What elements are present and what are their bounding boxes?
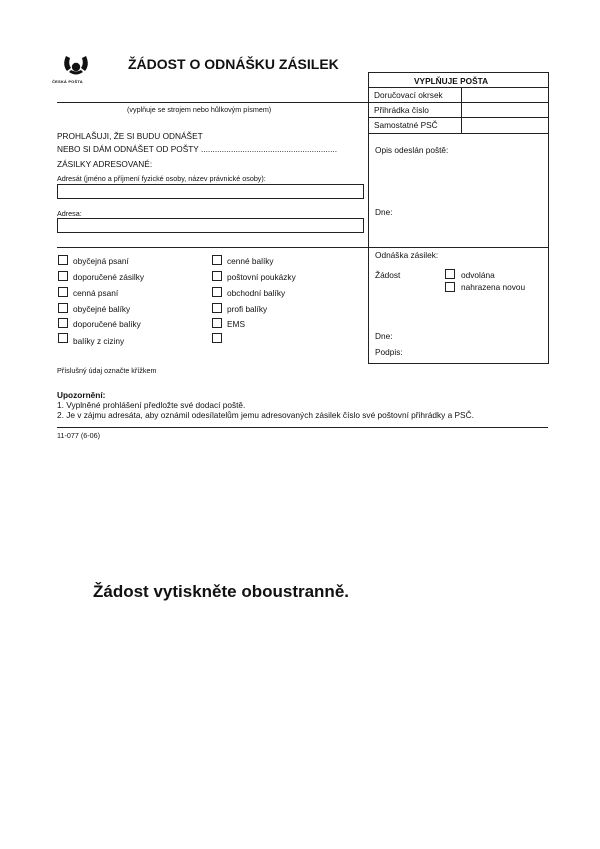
- post-box-row-label: Doručovací okrsek: [374, 90, 443, 100]
- post-box-heading: VYPLŇUJE POŠTA: [414, 76, 489, 86]
- item-label: obyčejné balíky: [73, 304, 131, 314]
- request-label: Žádost: [375, 270, 401, 280]
- warning-item: 2. Je v zájmu adresáta, aby oznámil odesílatelům jemu adresovaných zásilek číslo své poštovní přihrádky a PSČ.: [57, 410, 474, 420]
- addressee-label: Adresát (jméno a příjmení fyzické osoby, název právnické osoby):: [57, 174, 266, 183]
- ceska-posta-logo-icon: [58, 52, 94, 78]
- fill-instruction: (vyplňuje se strojem nebo hůlkovým písmem): [127, 105, 272, 114]
- item-label: cenná psaní: [73, 288, 119, 298]
- item-label: EMS: [227, 319, 245, 329]
- postal-code-input[interactable]: [462, 118, 548, 132]
- item-label: profi balíky: [227, 304, 268, 314]
- item-checkbox[interactable]: [212, 287, 222, 297]
- print-note: Žádost vytiskněte oboustranně.: [93, 582, 349, 601]
- item-label: poštovní poukázky: [227, 272, 296, 282]
- mark-note: Příslušný údaj označte křížkem: [57, 366, 157, 375]
- signature-label: Podpis:: [375, 347, 403, 357]
- item-label: obchodní balíky: [227, 288, 286, 298]
- logo-text: ČESKÁ POŠTA: [52, 79, 83, 84]
- post-box-row-line: [368, 133, 548, 134]
- declaration-line-3: ZÁSILKY ADRESOVANÉ:: [57, 159, 153, 169]
- revoked-checkbox[interactable]: [445, 269, 455, 279]
- addressee-input[interactable]: [57, 184, 364, 199]
- item-checkbox[interactable]: [212, 271, 222, 281]
- item-checkbox[interactable]: [58, 287, 68, 297]
- item-label: doporučené zásilky: [73, 272, 145, 282]
- section-divider: [57, 247, 548, 248]
- item-checkbox[interactable]: [58, 318, 68, 328]
- post-box-top-border: [368, 72, 548, 73]
- item-checkbox[interactable]: [58, 271, 68, 281]
- address-label: Adresa:: [57, 209, 82, 218]
- replaced-label: nahrazena novou: [461, 282, 526, 292]
- item-checkbox[interactable]: [212, 318, 222, 328]
- item-label: balíky z ciziny: [73, 336, 125, 346]
- item-checkbox[interactable]: [212, 333, 222, 343]
- item-label: obyčejná psaní: [73, 256, 129, 266]
- warning-item: 1. Vyplněné prohlášení předložte své dodací poště.: [57, 400, 246, 410]
- item-checkbox[interactable]: [58, 333, 68, 343]
- form-title: ŽÁDOST O ODNÁŠKU ZÁSILEK: [128, 56, 339, 72]
- post-box-right-border: [548, 72, 549, 363]
- item-checkbox[interactable]: [212, 255, 222, 265]
- item-checkbox[interactable]: [58, 255, 68, 265]
- post-box-row-label: Přihrádka číslo: [374, 105, 429, 115]
- box-number-input[interactable]: [462, 103, 548, 117]
- revoked-label: odvolána: [461, 270, 495, 280]
- footer-divider: [57, 427, 548, 428]
- sent-copy-label: Opis odeslán poště:: [375, 145, 449, 155]
- form-code: 11-077 (6-06): [57, 431, 101, 440]
- address-input[interactable]: [57, 218, 364, 233]
- item-checkbox[interactable]: [58, 303, 68, 313]
- date-label: Dne:: [375, 207, 393, 217]
- declaration-line-2: NEBO SI DÁM ODNÁŠET OD POŠTY ...........................................................: [57, 144, 337, 154]
- district-input[interactable]: [462, 88, 548, 102]
- warning-title: Upozornění:: [57, 390, 106, 400]
- item-label: doporučené balíky: [73, 319, 141, 329]
- header-divider: [57, 102, 368, 103]
- replaced-checkbox[interactable]: [445, 282, 455, 292]
- post-box-row-label: Samostatné PSČ: [374, 120, 438, 130]
- pickup-label: Odnáška zásilek:: [375, 250, 439, 260]
- item-label: cenné balíky: [227, 256, 274, 266]
- post-box-left-border: [368, 72, 369, 363]
- declaration-line-1: PROHLAŠUJI, ŽE SI BUDU ODNÁŠET: [57, 131, 203, 141]
- item-checkbox[interactable]: [212, 303, 222, 313]
- post-box-bottom-border: [368, 363, 549, 364]
- date2-label: Dne:: [375, 331, 393, 341]
